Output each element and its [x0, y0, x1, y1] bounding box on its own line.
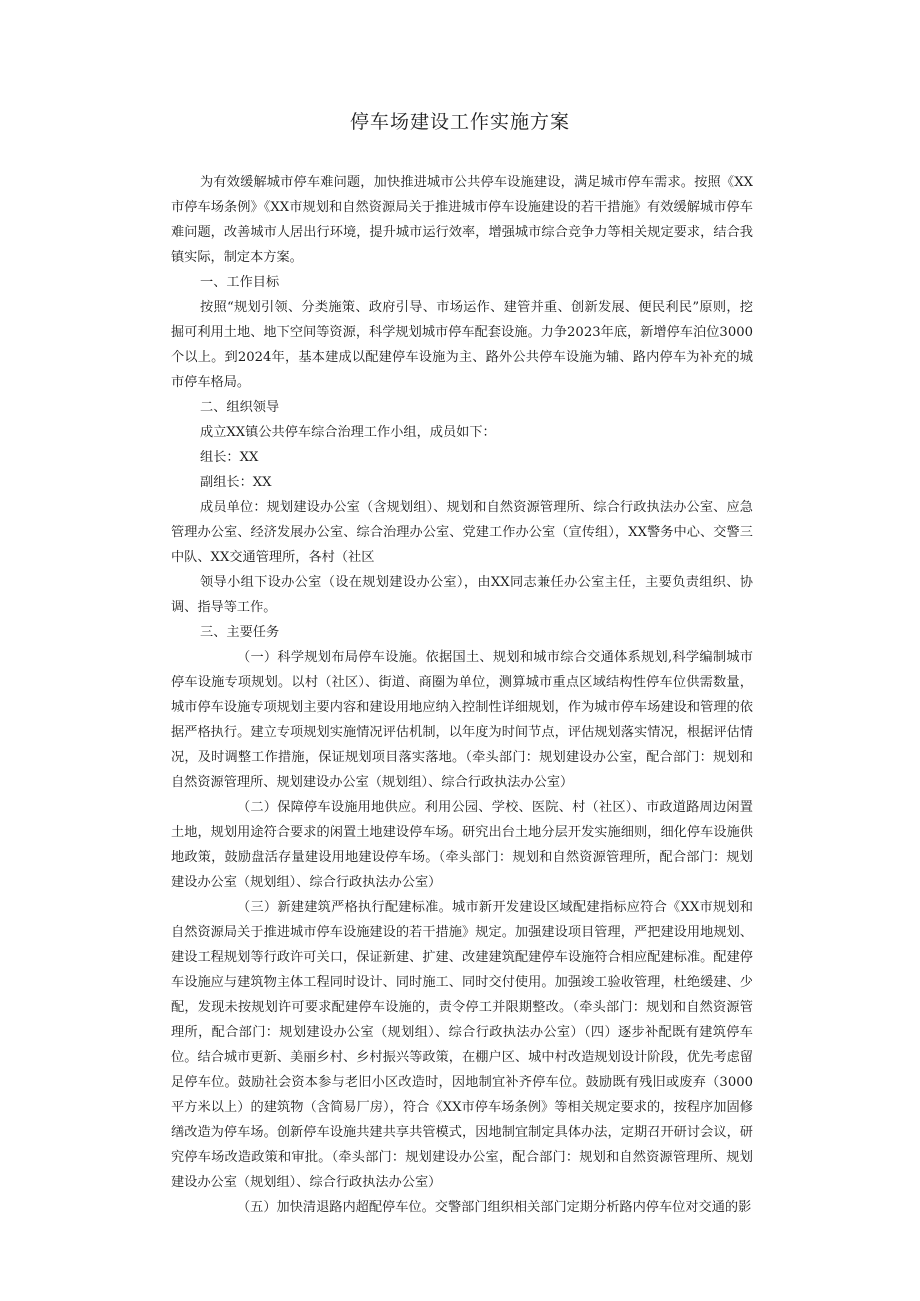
task-5-paragraph: （五）加快清退路内超配停车位。交警部门组织相关部门定期分析路内停车位对交通的影 [237, 1200, 752, 1215]
section-heading-goals: 一、工作目标 [200, 275, 280, 290]
member-units-paragraph: 成员单位：规划建设办公室（含规划组）、规划和自然资源管理所、综合行政执法办公室、应急管理办公室、经济发展办公室、综合治理办公室、党建工作办公室（宣传组），XX警务中心、交警三中队、XX交通管理所，各村（社区 [171, 500, 753, 565]
task-2-paragraph: （二）保障停车设施用地供应。利用公园、学校、医院、村（社区）、市政道路周边闲置土地，规划用途符合要求的闲置土地建设停车场。研究出台土地分层开发实施细则，细化停车设施供地政策，鼓励盘活存量建设用地建设停车场。（牵头部门：规划和自然资源管理所，配合部门：规划建设办公室（规划组）、综合行政执法办公室） [171, 800, 753, 890]
document-body [171, 170, 753, 1220]
leader-line: 组长：XX [200, 450, 259, 465]
document-title: 停车场建设工作实施方案 [349, 111, 570, 133]
office-paragraph: 领导小组下设办公室（设在规划建设办公室），由XX同志兼任办公室主任，主要负责组织、协调、指导等工作。 [171, 575, 753, 615]
goals-paragraph: 按照“规划引领、分类施策、政府引导、市场运作、建管并重、创新发展、便民利民”原则，挖掘可利用土地、地下空间等资源，科学规划城市停车配套设施。力争2023年底，新增停车泊位3000个以上。到2024年，基本建成以配建停车设施为主、路外公共停车设施为辅、路内停车为补充的城市停车格局。 [171, 300, 753, 390]
task-3-4-paragraph: （三）新建建筑严格执行配建标准。城市新开发建设区域配建指标应符合《XX市规划和自然资源局关于推进城市停车设施建设的若干措施》规定。加强建设项目管理，严把建设用地规划、建设工程规划等行政许可关口，保证新建、扩建、改建建筑配建停车设施符合相应配建标准。配建停车设施应与建筑物主体工程同时设计、同时施工、同时交付使用。加强竣工验收管理，杜绝缓建、少配，发现未按规划许可要求配建停车设施的，责令停工并限期整改。（牵头部门：规划和自然资源管理所，配合部门：规划建设办公室（规划组）、综合行政执法办公室）（四）逐步补配既有建筑停车位。结合城市更新、美丽乡村、乡村振兴等政策，在棚户区、城中村改造规划设计阶段，优先考虑留足停车位。鼓励社会资本参与老旧小区改造时，因地制宜补齐停车位。鼓励既有残旧或废弃（3000平方米以上）的建筑物（含简易厂房），符合《XX市停车场条例》等相关规定要求的，按程序加固修缮改造为停车场。创新停车设施共建共享共管模式，因地制宜制定具体办法，定期召开研讨会议，研究停车场改造政策和审批。（牵头部门：规划建设办公室，配合部门：规划和自然资源管理所、规划建设办公室（规划组）、综合行政执法办公室） [171, 900, 753, 1190]
section-heading-leadership: 二、组织领导 [200, 400, 280, 415]
section-heading-tasks: 三、主要任务 [200, 625, 280, 640]
intro-paragraph: 为有效缓解城市停车难问题，加快推进城市公共停车设施建设，满足城市停车需求。按照《XX市停车场条例》《XX市规划和自然资源局关于推进城市停车设施建设的若干措施》有效缓解城市停车难问题，改善城市人居出行环境，提升城市运行效率，增强城市综合竞争力等相关规定要求，结合我镇实际，制定本方案。 [171, 175, 753, 265]
task-1-paragraph: （一）科学规划布局停车设施。依据国土、规划和城市综合交通体系规划,科学编制城市停车设施专项规划。以村（社区）、街道、商圈为单位，测算城市重点区域结构性停车位供需数量，城市停车设施专项规划主要内容和建设用地应纳入控制性详细规划，作为城市停车场建设和管理的依据严格执行。建立专项规划实施情况评估机制，以年度为时间节点，评估规划落实情况，根据评估情况，及时调整工作措施，保证规划项目落实落地。（牵头部门：规划建设办公室，配合部门：规划和自然资源管理所、规划建设办公室（规划组）、综合行政执法办公室） [171, 650, 753, 790]
leadership-intro: 成立XX镇公共停车综合治理工作小组，成员如下： [200, 425, 496, 440]
deputy-leader-line: 副组长：XX [200, 475, 272, 490]
